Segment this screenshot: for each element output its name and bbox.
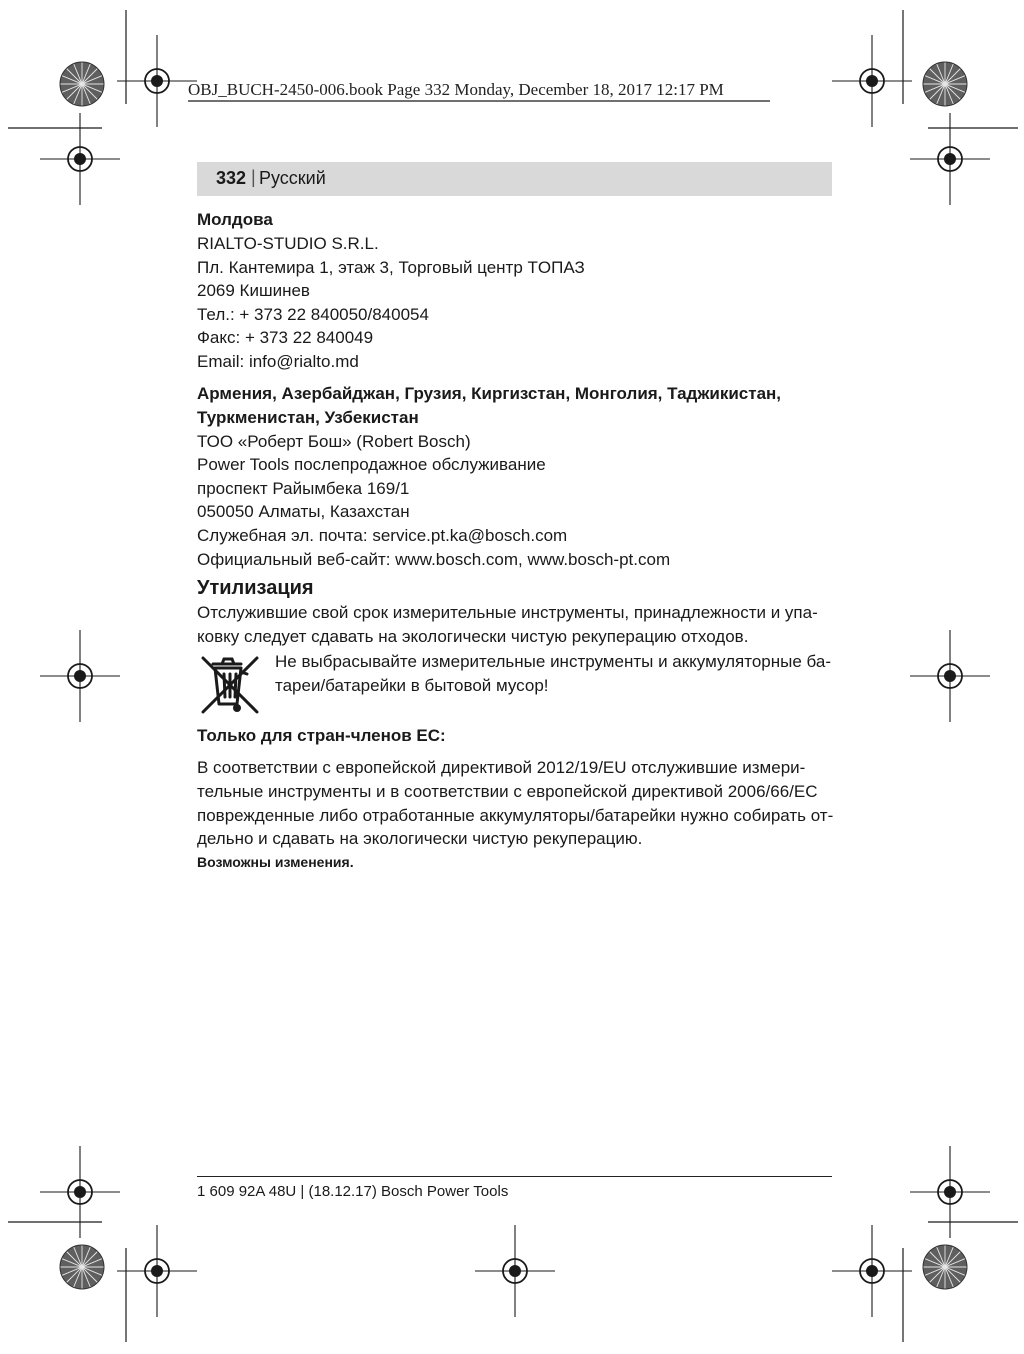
disposal-warning <box>197 650 837 718</box>
language-label: Русский <box>259 168 326 188</box>
footer-rule <box>197 1176 832 1177</box>
phone-line: Тел.: + 373 22 840050/840054 <box>197 304 429 324</box>
moldova-address <box>197 232 837 374</box>
paragraph-line: поврежденные либо отработанные аккумуляторы/батарейки нужно собирать от- <box>197 805 834 825</box>
address-line: RIALTO-STUDIO S.R.L. <box>197 234 379 253</box>
paragraph-line: ковку следует сдавать на экологически чистую рекуперацию отходов. <box>197 626 749 646</box>
disposal-paragraph <box>197 601 837 648</box>
address-line: 050050 Алматы, Казахстан <box>197 502 410 522</box>
print-slug: OBJ_BUCH-2450-006.book Page 332 Monday, December 18, 2017 12:17 PM <box>188 80 724 99</box>
website-line: Официальный веб-сайт: www.bosch.com, www.bosch-pt.com <box>197 549 671 569</box>
warning-line: тареи/батарейки в бытовой мусор! <box>275 675 549 695</box>
page-header <box>197 162 832 196</box>
moldova-heading: Молдова <box>197 210 273 229</box>
paragraph-line: В соответствии с европейской директивой 2012/19/EU отслужившие измери- <box>197 758 806 778</box>
paragraph-line: дельно и сдавать на экологически чистую рекуперацию. <box>197 829 643 849</box>
header-separator: | <box>251 167 256 187</box>
crossed-out-wheelie-bin-icon <box>197 652 263 718</box>
armenia-address <box>197 430 837 572</box>
heading-line: Армения, Азербайджан, Грузия, Киргизстан, Монголия, Таджикистан, <box>197 383 782 403</box>
heading-line: Туркменистан, Узбекистан <box>197 407 419 427</box>
eu-heading: Только для стран-членов ЕС: <box>197 726 446 746</box>
address-line: Пл. Кантемира 1, этаж 3, Торговый центр ТOПАЗ <box>197 257 585 277</box>
fax-line: Факс: + 373 22 840049 <box>197 328 374 348</box>
email-line: Email: info@rialto.md <box>197 351 359 371</box>
email-line: Служебная эл. почта: service.pt.ka@bosch.com <box>197 525 568 545</box>
address-line: 2069 Кишинев <box>197 281 310 301</box>
address-line: ТОО «Роберт Бош» (Robert Bosch) <box>197 431 471 451</box>
disposal-heading: Утилизация <box>197 577 314 600</box>
warning-line: Не выбрасывайте измерительные инструменты и аккумуляторные ба- <box>275 652 831 672</box>
paragraph-line: тельные инструменты и в соответствии с европейской директивой 2006/66/EC <box>197 781 818 801</box>
warning-text <box>275 650 831 697</box>
footer-text: 1 609 92A 48U | (18.12.17) Bosch Power Tools <box>197 1183 509 1200</box>
armenia-heading <box>197 382 837 430</box>
eu-paragraph <box>197 756 837 850</box>
page-number: 332 <box>216 168 247 188</box>
page-content <box>197 208 837 874</box>
address-line: проспект Райымбека 169/1 <box>197 478 410 498</box>
address-line: Power Tools послепродажное обслуживание <box>197 455 546 475</box>
paragraph-line: Отслужившие свой срок измерительные инструменты, принадлежности и упа- <box>197 603 818 623</box>
changes-note: Возможны изменения. <box>197 853 354 870</box>
